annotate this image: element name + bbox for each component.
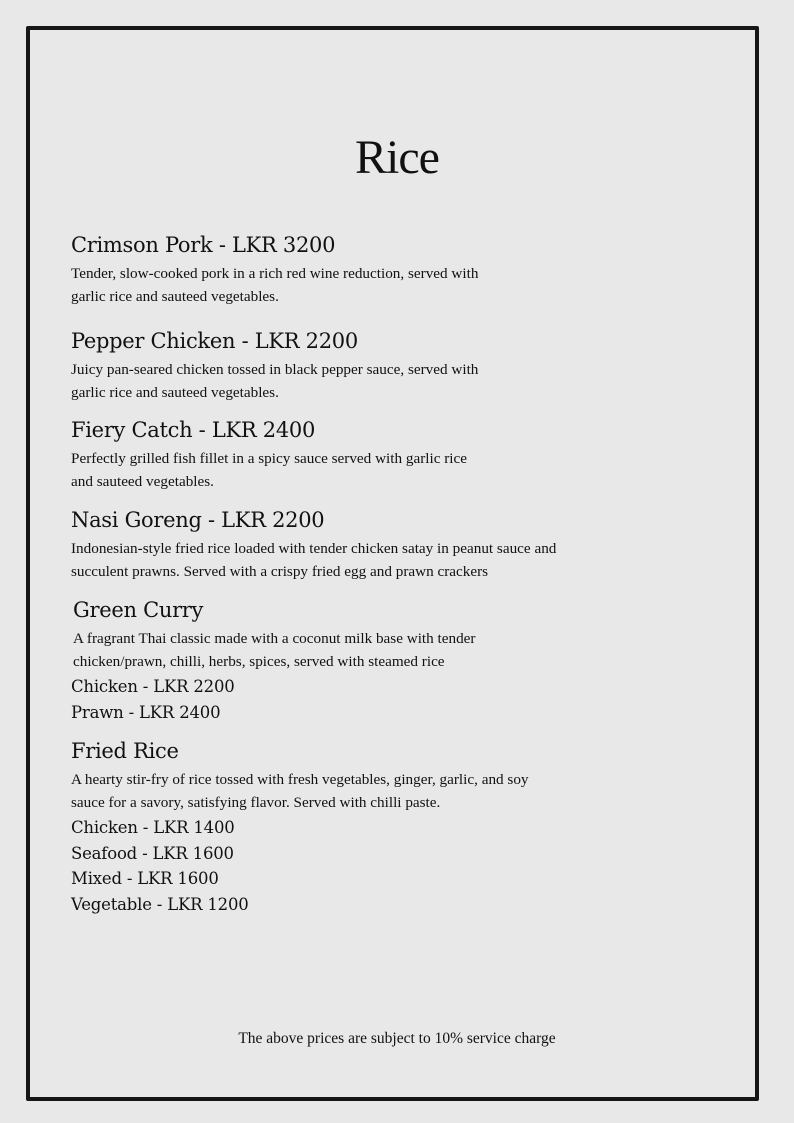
menu-item-name: Pepper Chicken - LKR 2200 bbox=[71, 329, 358, 353]
description-line: sauce for a savory, satisfying flavor. Served with chilli paste. bbox=[71, 794, 441, 811]
variant-price: Prawn - LKR 2400 bbox=[71, 702, 221, 722]
description-line: chicken/prawn, chilli, herbs, spices, served with steamed rice bbox=[73, 653, 445, 670]
description-line: garlic rice and sauteed vegetables. bbox=[71, 288, 279, 305]
menu-item-nasi-goreng bbox=[71, 507, 711, 583]
menu-item-description bbox=[71, 447, 711, 493]
variant-price: Vegetable - LKR 1200 bbox=[71, 894, 249, 914]
variant-price: Seafood - LKR 1600 bbox=[71, 843, 234, 863]
menu-item-green-curry bbox=[73, 597, 713, 725]
menu-item-fiery-catch bbox=[71, 417, 711, 493]
description-line: garlic rice and sauteed vegetables. bbox=[71, 384, 279, 401]
menu-item-description bbox=[71, 358, 711, 404]
description-line: and sauteed vegetables. bbox=[71, 473, 214, 490]
page-title: Rice bbox=[355, 131, 439, 184]
menu-item-name: Green Curry bbox=[73, 598, 204, 622]
description-line: Tender, slow-cooked pork in a rich red wine reduction, served with bbox=[71, 265, 479, 282]
variant-price: Mixed - LKR 1600 bbox=[71, 869, 219, 888]
menu-item-name: Fiery Catch - LKR 2400 bbox=[71, 418, 316, 442]
variant-price: Chicken - LKR 1400 bbox=[71, 818, 235, 837]
description-line: Perfectly grilled fish fillet in a spicy sauce served with garlic rice bbox=[71, 450, 467, 467]
menu-item-description bbox=[71, 537, 711, 583]
menu-item-crimson-pork bbox=[71, 232, 711, 308]
description-line: Indonesian-style fried rice loaded with tender chicken satay in peanut sauce and bbox=[71, 540, 557, 557]
menu-item-fried-rice bbox=[71, 738, 711, 917]
menu-item-name: Crimson Pork - LKR 3200 bbox=[71, 233, 336, 257]
menu-item-pepper-chicken bbox=[71, 328, 711, 404]
menu-item-description bbox=[73, 627, 713, 673]
menu-item-variants bbox=[71, 815, 711, 917]
menu-item-name: Nasi Goreng - LKR 2200 bbox=[71, 508, 325, 532]
variant-price: Chicken - LKR 2200 bbox=[71, 677, 235, 696]
description-line: A hearty stir-fry of rice tossed with fresh vegetables, ginger, garlic, and soy bbox=[71, 771, 529, 788]
menu-item-description bbox=[71, 768, 711, 814]
service-charge-note: The above prices are subject to 10% service charge bbox=[238, 1030, 556, 1047]
menu-item-variants bbox=[71, 674, 713, 725]
menu-item-description bbox=[71, 262, 711, 308]
menu-item-name: Fried Rice bbox=[71, 739, 179, 763]
description-line: A fragrant Thai classic made with a coconut milk base with tender bbox=[73, 630, 476, 647]
description-line: Juicy pan-seared chicken tossed in black pepper sauce, served with bbox=[71, 361, 479, 378]
description-line: succulent prawns. Served with a crispy fried egg and prawn crackers bbox=[71, 563, 489, 580]
